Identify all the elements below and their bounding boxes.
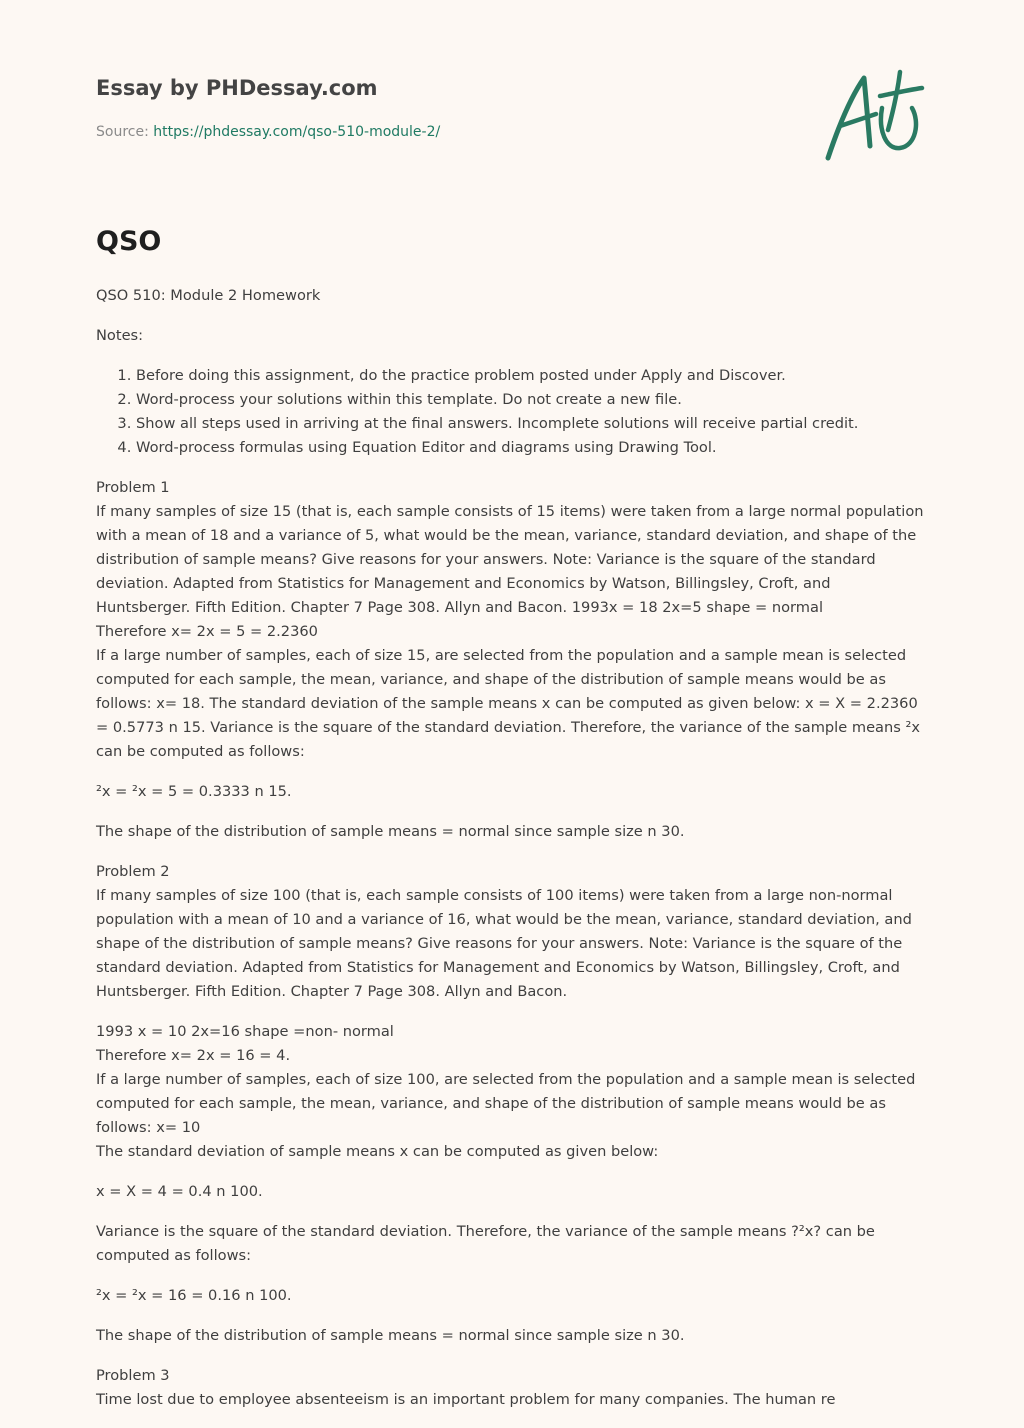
problem-2-block — [96, 860, 928, 1004]
notes-list — [96, 364, 928, 460]
source-label: Source: — [96, 124, 149, 140]
problem-2-heading: Problem 2 — [96, 863, 170, 880]
problem-2-sd: x = X = 4 = 0.4 n 100. — [96, 1183, 263, 1200]
site-title: Essay by PHDessay.com — [96, 76, 378, 100]
problem-2-variance: ²x = ²x = 16 = 0.16 n 100. — [96, 1287, 292, 1304]
problem-2-statement: If many samples of size 100 (that is, each sample consists of 100 items) were taken from a large non-normal population with a mean of 10 and a variance of 16, what would be the mean, variance, standard deviation, and shape of the distribution of sample means? Give reasons for your answers. Note: Variance is the square of the standard deviation. Adapted from Statistics for Management and Economics by Watson, Billingsley, Croft, and Huntsberger. Fifth Edition. Chapter 7 Page 308. Allyn and Bacon. — [96, 887, 912, 1000]
problem-1-text: If a large number of samples, each of size 15, are selected from the population and a sample mean is selected computed for each sample, the mean, variance, and shape of the distribution of sample means would be as follows: x= 18. The standard deviation of the sample means x can be computed as given below: x = X = 2.2360 = 0.5773 n 15. Variance is the square of the standard deviation. Therefore, the variance of the sample means ²x can be computed as follows: — [96, 647, 920, 760]
note-item: 4. Word-process formulas using Equation Editor and diagrams using Drawing Tool. — [136, 436, 928, 460]
document-title: QSO — [96, 226, 162, 257]
problem-1-text: If many samples of size 15 (that is, each sample consists of 15 items) were taken from a large normal population with a mean of 18 and a variance of 5, what would be the mean, variance, standard deviation, and shape of the distribution of sample means? Give reasons for your answers. Note: Variance is the square of the standard deviation. Adapted from Statistics for Management and Economics by Watson, Billingsley, Croft, and Huntsberger. Fifth Edition. Chapter 7 Page 308. Allyn and Bacon. 1993x = 18 2x=5 shape = normal — [96, 503, 924, 616]
note-item: 2. Word-process your solutions within this template. Do not create a new file. — [136, 388, 928, 412]
problem-1-block — [96, 476, 928, 764]
problem-3-heading: Problem 3 — [96, 1367, 170, 1384]
problem-3-block — [96, 1364, 928, 1412]
document-body — [96, 284, 928, 1428]
problem-3-statement: Time lost due to employee absenteeism is an important problem for many companies. The human re — [96, 1391, 836, 1408]
problem-2-variance-intro: Variance is the square of the standard deviation. Therefore, the variance of the sample means ?²x? can be computed as follows: — [96, 1223, 875, 1264]
problem-1-text: Therefore x= 2x = 5 = 2.2360 — [96, 623, 318, 640]
notes-label: Notes: — [96, 327, 144, 344]
note-item: 3. Show all steps used in arriving at the final answers. Incomplete solutions will receive partial credit. — [136, 412, 928, 436]
problem-1-shape: The shape of the distribution of sample means = normal since sample size n 30. — [96, 823, 685, 840]
problem-2-text: 1993 x = 10 2x=16 shape =non- normal — [96, 1023, 394, 1040]
a-plus-logo-icon — [822, 68, 926, 164]
problem-2-shape: The shape of the distribution of sample means = normal since sample size n 30. — [96, 1327, 685, 1344]
document-subtitle: QSO 510: Module 2 Homework — [96, 287, 321, 304]
problem-2-text: The standard deviation of sample means x can be computed as given below: — [96, 1143, 659, 1160]
source-link[interactable]: https://phdessay.com/qso-510-module-2/ — [153, 124, 441, 140]
problem-2-text: Therefore x= 2x = 16 = 4. — [96, 1047, 291, 1064]
problem-2-work — [96, 1020, 928, 1164]
problem-2-text: If a large number of samples, each of size 100, are selected from the population and a sample mean is selected computed for each sample, the mean, variance, and shape of the distribution of sample means would be as follows: x= 10 — [96, 1071, 916, 1136]
problem-1-variance: ²x = ²x = 5 = 0.3333 n 15. — [96, 783, 292, 800]
problem-1-heading: Problem 1 — [96, 479, 170, 496]
note-item: 1. Before doing this assignment, do the practice problem posted under Apply and Discover. — [136, 364, 928, 388]
source-line — [96, 124, 440, 140]
